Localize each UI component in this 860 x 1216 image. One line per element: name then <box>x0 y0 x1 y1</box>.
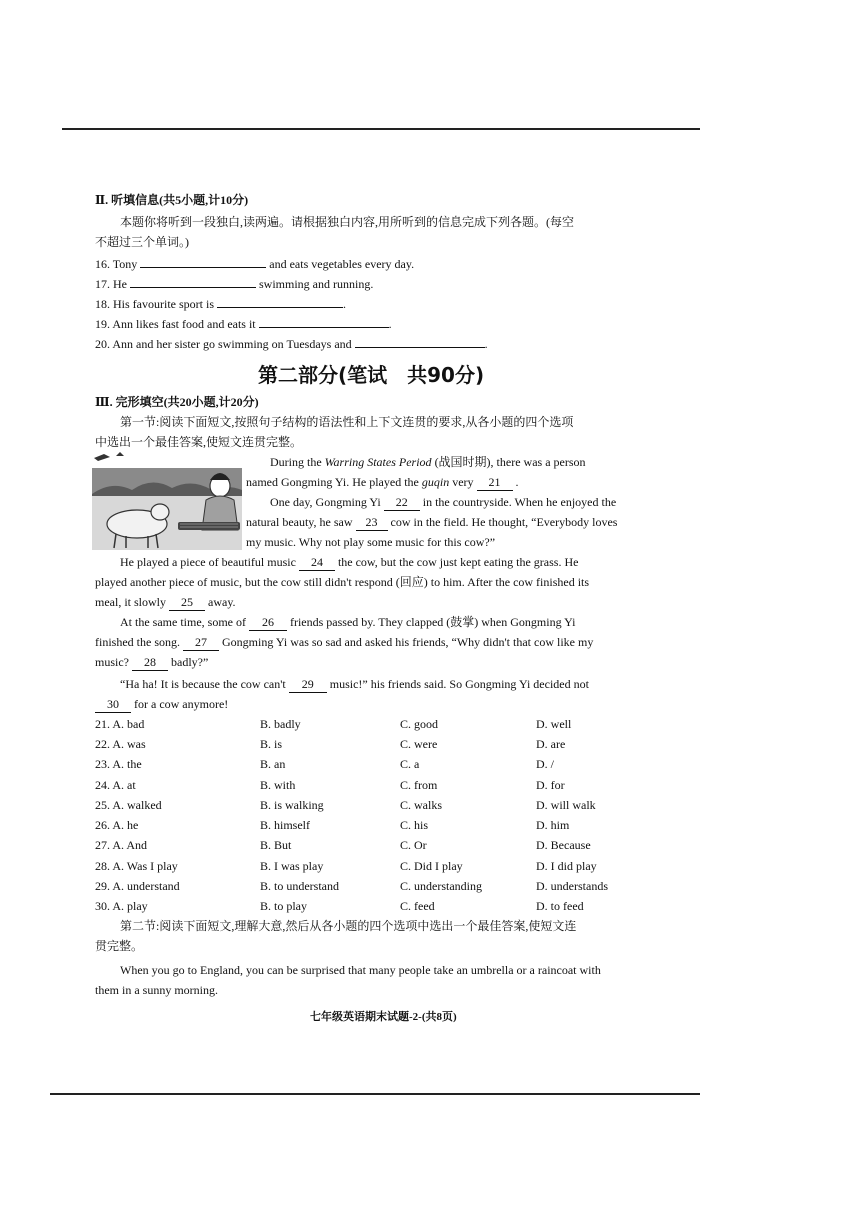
passage-line: When you go to England, you can be surprised that many people take an umbrella or a raincoat with <box>120 963 601 977</box>
option[interactable]: D. understands <box>536 879 608 893</box>
question-19 <box>95 314 392 332</box>
question-text: 18. His favourite sport is <box>95 297 214 311</box>
question-16 <box>95 254 414 272</box>
blank-29[interactable]: 29 <box>289 676 327 693</box>
question-17 <box>95 274 373 292</box>
option[interactable]: C. were <box>400 737 438 751</box>
subsection-instruction: 贯完整。 <box>95 939 144 953</box>
option[interactable]: C. from <box>400 778 438 792</box>
illustration-cow-and-guqin-player <box>92 450 242 550</box>
option[interactable]: C. a <box>400 757 420 771</box>
question-20 <box>95 334 488 352</box>
option[interactable]: D. will walk <box>536 798 596 812</box>
instruction-line: 第一节:阅读下面短文,按照句子结构的语法性和上下文连贯的要求,从各小题的四个选项 <box>120 415 574 429</box>
question-text: . <box>388 317 392 331</box>
blank-22[interactable]: 22 <box>384 494 420 511</box>
option[interactable]: C. feed <box>400 899 435 913</box>
bottom-rule <box>50 1093 700 1095</box>
option[interactable]: 24. A. at <box>95 778 136 792</box>
option[interactable]: D. Because <box>536 838 591 852</box>
option[interactable]: 28. A. Was I play <box>95 859 178 873</box>
option[interactable]: C. Did I play <box>400 859 463 873</box>
question-text: swimming and running. <box>259 277 374 291</box>
blank-28[interactable]: 28 <box>132 654 168 671</box>
passage-line: 30 for a cow anymore! <box>95 696 228 713</box>
option[interactable]: B. an <box>260 757 286 771</box>
passage-line: He played a piece of beautiful music 24 the cow, but the cow just kept eating the grass. He <box>120 555 579 569</box>
option[interactable]: D. to feed <box>536 899 584 913</box>
passage-line: played another piece of music, but the cow still didn't respond (回应) to him. After the cow finished its <box>95 575 590 589</box>
section-heading-cloze: Ⅲ. 完形填空(共20小题,计20分) <box>95 395 259 409</box>
option[interactable]: D. him <box>536 818 570 832</box>
question-text: 17. He <box>95 277 127 291</box>
passage-line: finished the song. 27 Gongming Yi was so sad and asked his friends, “Why didn't that cow like my <box>95 635 594 649</box>
answer-blank[interactable] <box>217 294 343 308</box>
passage-line: “Ha ha! It is because the cow can't 29 music!” his friends said. So Gongming Yi decided not <box>120 677 589 691</box>
blank-21[interactable]: 21 <box>477 474 513 491</box>
option[interactable]: B. to play <box>260 899 307 913</box>
blank-25[interactable]: 25 <box>169 594 205 611</box>
option[interactable]: 27. A. And <box>95 838 148 852</box>
passage-line: my music. Why not play some music for this cow?” <box>246 535 496 549</box>
answer-blank[interactable] <box>140 254 266 268</box>
option[interactable]: B. is walking <box>260 798 324 812</box>
option[interactable]: B. to understand <box>260 879 339 893</box>
question-text: 19. Ann likes fast food and eats it <box>95 317 256 331</box>
question-text: . <box>343 297 346 311</box>
instruction-line: 中选出一个最佳答案,使短文连贯完整。 <box>95 435 303 449</box>
option[interactable]: 23. A. the <box>95 757 142 771</box>
answer-blank[interactable] <box>259 314 389 328</box>
option[interactable]: B. himself <box>260 818 310 832</box>
option[interactable]: B. with <box>260 778 296 792</box>
passage-line: music? 28 badly?” <box>95 655 209 669</box>
question-text: 16. Tony <box>95 257 138 271</box>
passage-line: One day, Gongming Yi 22 in the countryside. When he enjoyed the <box>270 495 617 509</box>
passage-line: meal, it slowly 25 away. <box>95 595 236 609</box>
instruction-line: 不超过三个单词。) <box>95 235 189 249</box>
top-rule <box>62 128 700 130</box>
blank-26[interactable]: 26 <box>249 614 287 631</box>
passage-line: During the Warring States Period (战国时期), there was a person <box>270 455 586 469</box>
question-18 <box>95 294 346 312</box>
option[interactable]: C. his <box>400 818 429 832</box>
passage-line: them in a sunny morning. <box>95 983 218 997</box>
blank-30[interactable]: 30 <box>95 696 131 713</box>
passage-line: At the same time, some of 26 friends passed by. They clapped (鼓掌) when Gongming Yi <box>120 615 576 629</box>
option[interactable]: C. walks <box>400 798 442 812</box>
passage-line: natural beauty, he saw 23 cow in the field. He thought, “Everybody loves <box>246 515 618 529</box>
option[interactable]: 26. A. he <box>95 818 139 832</box>
option[interactable]: B. I was play <box>260 859 324 873</box>
option[interactable]: 22. A. was <box>95 737 146 751</box>
option[interactable]: B. But <box>260 838 292 852</box>
part-two-title: 第二部分(笔试 共90分) <box>258 363 485 387</box>
option[interactable]: 21. A. bad <box>95 717 145 731</box>
option[interactable]: 30. A. play <box>95 899 148 913</box>
section-heading-listening: Ⅱ. 听填信息(共5小题,计10分) <box>95 193 249 207</box>
answer-blank[interactable] <box>130 274 256 288</box>
passage-line: named Gongming Yi. He played the guqin very 21 . <box>246 475 519 489</box>
option[interactable]: 29. A. understand <box>95 879 180 893</box>
option[interactable]: C. good <box>400 717 439 731</box>
option[interactable]: D. / <box>536 757 554 771</box>
option[interactable]: C. understanding <box>400 879 482 893</box>
blank-23[interactable]: 23 <box>356 514 388 531</box>
subsection-instruction: 第二节:阅读下面短文,理解大意,然后从各小题的四个选项中选出一个最佳答案,使短文连 <box>120 919 577 933</box>
blank-24[interactable]: 24 <box>299 554 335 571</box>
option[interactable]: D. for <box>536 778 565 792</box>
question-text: and eats vegetables every day. <box>269 257 415 271</box>
option[interactable]: D. I did play <box>536 859 597 873</box>
question-text: 20. Ann and her sister go swimming on Tuesdays and <box>95 337 352 351</box>
instruction-line: 本题你将听到一段独白,读两遍。请根据独白内容,用所听到的信息完成下列各题。(每空 <box>120 215 574 229</box>
option[interactable]: B. badly <box>260 717 301 731</box>
option[interactable]: D. well <box>536 717 572 731</box>
option[interactable]: B. is <box>260 737 283 751</box>
page-footer: 七年级英语期末试题-2-(共8页) <box>310 1011 457 1023</box>
option[interactable]: 25. A. walked <box>95 798 162 812</box>
option[interactable]: D. are <box>536 737 566 751</box>
answer-blank[interactable] <box>355 334 485 348</box>
question-text: . <box>484 337 488 351</box>
option[interactable]: C. Or <box>400 838 427 852</box>
blank-27[interactable]: 27 <box>183 634 219 651</box>
